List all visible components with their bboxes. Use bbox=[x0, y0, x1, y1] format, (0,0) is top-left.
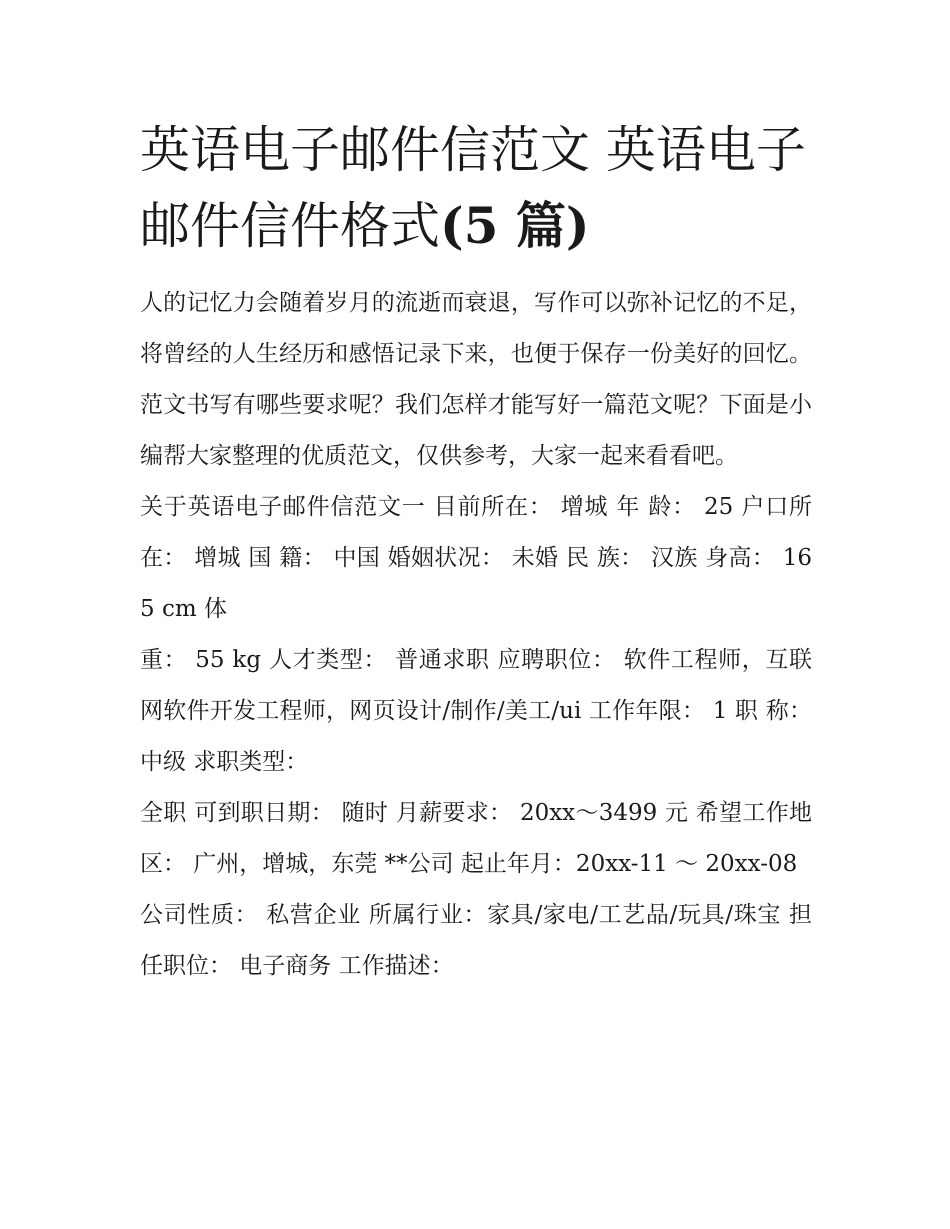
title-suffix: (5 篇) bbox=[440, 196, 590, 255]
body-paragraph-4: 公司性质： 私营企业 所属行业：家具/家电/工艺品/玩具/珠宝 担任职位： 电子商务 工作描述： bbox=[140, 902, 812, 979]
body-paragraph-3: 全职 可到职日期： 随时 月薪要求： 20xx～3499 元 希望工作地区： 广州，增城，东莞 **公司 起止年月：20xx-11 ～ 20xx-08 bbox=[140, 800, 812, 877]
title-main: 英语电子邮件信范文 英语电子邮件信件格式 bbox=[140, 121, 806, 255]
body-paragraph-2: 重： 55 kg 人才类型： 普通求职 应聘职位： 软件工程师，互联网软件开发工程师，网页设计/制作/美工/ui 工作年限： 1 职 称： 中级 求职类型： bbox=[140, 647, 812, 775]
document-title bbox=[140, 112, 812, 264]
body-paragraph-1: 关于英语电子邮件信范文一 目前所在： 增城 年 龄： 25 户口所在： 增城 国 籍： 中国 婚姻状况： 未婚 民 族： 汉族 身高： 165 cm 体 bbox=[140, 494, 812, 622]
document-page bbox=[140, 112, 812, 992]
intro-paragraph: 人的记忆力会随着岁月的流逝而衰退，写作可以弥补记忆的不足，将曾经的人生经历和感悟记录下来，也便于保存一份美好的回忆。范文书写有哪些要求呢？我们怎样才能写好一篇范文呢？下面是小编帮大家整理的优质范文，仅供参考，大家一起来看看吧。 bbox=[140, 290, 812, 469]
